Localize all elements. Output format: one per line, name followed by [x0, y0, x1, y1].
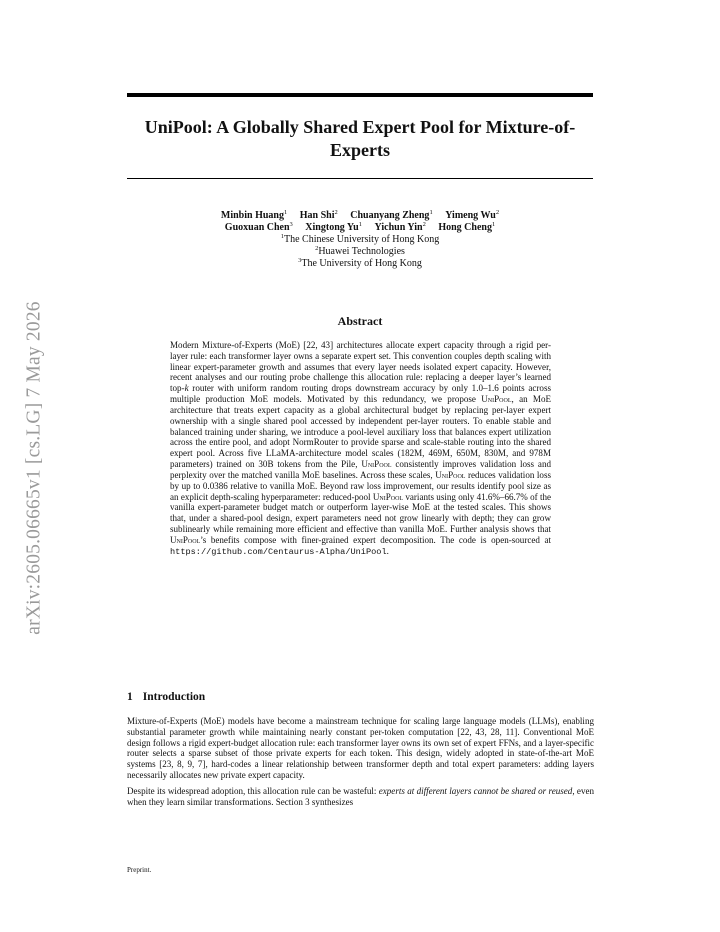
author-name: Xingtong Yu$^1$: [305, 221, 362, 233]
paper-title: UniPool: A Globally Shared Expert Pool for Mixture-of-Experts: [144, 117, 576, 160]
author-name: Chuanyang Zheng$^1$: [350, 209, 433, 221]
affiliation: $^2$Huawei Technologies: [315, 245, 405, 257]
author-name: Hong Cheng$^1$: [438, 221, 496, 233]
author-row-2: [127, 222, 593, 234]
section-heading: [127, 691, 205, 703]
introduction-body: [127, 716, 594, 813]
paragraph: Despite its widespread adoption, this allocation rule can be wasteful: experts at different layers cannot be shared or reused, even when they learn similar transformations. Section 3 synthesizes: [127, 785, 595, 807]
author-name: Minbin Huang$^1$: [220, 209, 288, 221]
arxiv-identifier: arXiv:2605.06665v1 [cs.LG] 7 May 2026: [24, 301, 45, 635]
title-top-rule: [127, 93, 593, 97]
arxiv-sidebar-stamp: [20, 263, 50, 673]
preprint-footer: Preprint.: [127, 866, 152, 874]
author-block: [127, 210, 593, 270]
affiliation: $^1$The Chinese University of Hong Kong: [280, 233, 440, 245]
code-url-link[interactable]: https://github.com/Centaurus-Alpha/UniPool: [170, 546, 387, 557]
section-title: Introduction: [142, 691, 206, 703]
abstract-body: Modern Mixture-of-Experts (MoE) [22, 43] architectures allocate expert capacity through a rigid per-layer rule: each transformer layer owns a separate expert set. This convention couples depth scaling with linear expert-parameter growth and assumes that every layer needs isolated expert capacity. However, recent analyses and our routing probe challenge this allocation rule: replacing a deeper layer’s learned top-k router with uniform random routing drops downstream accuracy by only 1.0–1.6 points across multiple production MoE models. Motivated by this redundancy, we propose UniPool, an MoE architecture that treats expert capacity as a global architectural budget by replacing per-layer expert ownership with a single shared pool accessed by independent per-layer routers. To enable stable and balanced training under sharing, we introduce a pool-level auxiliary loss that balances expert utilization across the entire pool, and adopt NormRouter to provide sparse and scale-stable routing into the shared expert pool. Across five LLaMA-architecture model scales (182M, 469M, 650M, 830M, and 978M parameters) trained on 30B tokens from the Pile, UniPool consistently improves validation loss and perplexity over the matched vanilla MoE baselines. Across these scales, UniPool reduces validation loss by up to 0.0386 relative to vanilla MoE. Beyond raw loss improvement, our results identify pool size as an explicit depth-scaling hyperparameter: reduced-pool UniPool variants using only 41.6%–66.7% of the vanilla expert-parameter budget match or outperform layer-wise MoE at the tested scales. This shows that, under a shared-pool design, expert parameters need not grow linearly with depth; they can grow sublinearly while remaining more efficient and effective than vanilla MoE. Further analysis shows that UniPool’s benefits compose with finer-grained expert decomposition. The code is open-sourced at https://github.com/Centaurus-Alpha/UniPool.: [170, 340, 552, 557]
author-name: Yichun Yin$^2$: [374, 221, 426, 233]
abstract-heading: Abstract: [337, 314, 383, 328]
title-bottom-rule: [127, 178, 593, 179]
author-name: Guoxuan Chen$^3$: [224, 221, 293, 233]
section-number: 1: [127, 691, 133, 703]
author-name: Yimeng Wu$^2$: [445, 209, 500, 221]
author-name: Han Shi$^2$: [299, 209, 338, 221]
paragraph: Mixture-of-Experts (MoE) models have become a mainstream technique for scaling large language models (LLMs), enabling substantial parameter growth while maintaining nearly constant per-token computation [22, 43, 28, 11]. Conventional MoE design follows a rigid expert-budget allocation rule: each transformer layer owns its own set of expert FFNs, and a layer-specific router selects a sparse subset of those private experts for each token. This design, widely adopted in state-of-the-art MoE systems [23, 8, 9, 7], hard-codes a linear relationship between transformer depth and total expert parameters: adding layers necessarily allocates new private expert capacity.: [127, 716, 594, 781]
affiliation: $^3$The University of Hong Kong: [298, 257, 422, 269]
